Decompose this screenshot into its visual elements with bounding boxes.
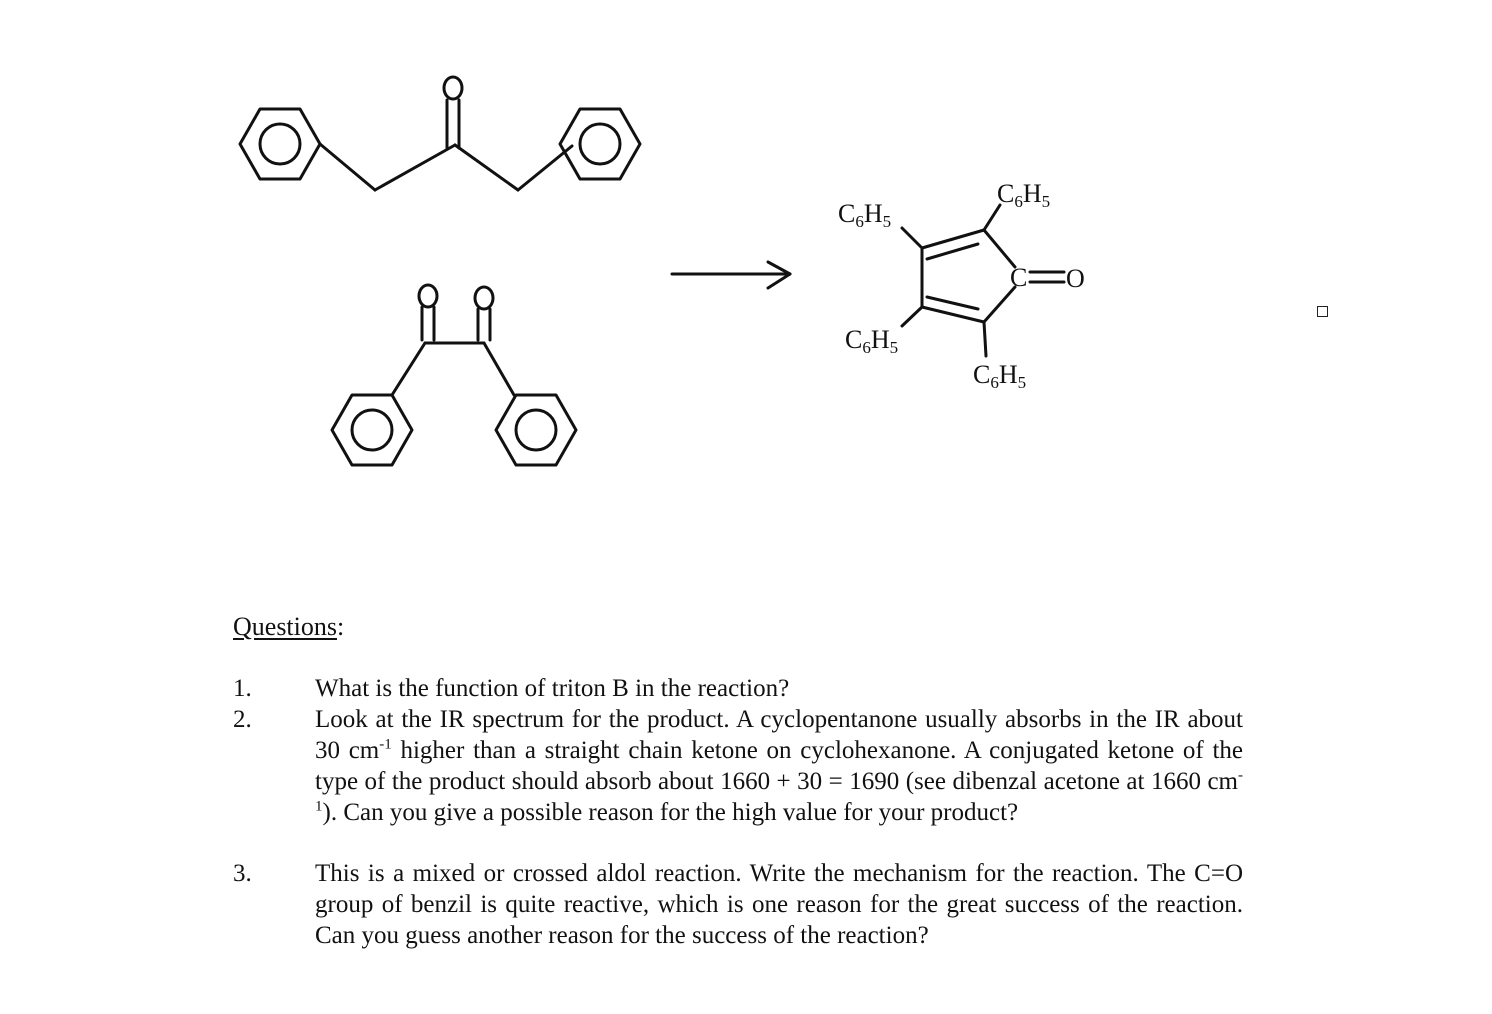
phenyl-label-top-left: C6H5 bbox=[838, 199, 892, 231]
carbonyl-carbon-label: C bbox=[1010, 263, 1028, 292]
bond bbox=[455, 145, 518, 190]
ring-bond bbox=[984, 230, 1015, 267]
bond bbox=[375, 145, 455, 190]
ring-double-bond bbox=[927, 244, 978, 259]
question-2 bbox=[233, 704, 1243, 828]
question-number: 3. bbox=[233, 860, 252, 887]
question-1 bbox=[233, 673, 1243, 704]
bond bbox=[392, 343, 425, 395]
substituent-bond bbox=[984, 322, 986, 356]
phenyl-label-bottom-left: C6H5 bbox=[845, 325, 899, 357]
dibenzyl-ketone-structure bbox=[240, 77, 640, 190]
reaction-arrow bbox=[672, 262, 790, 288]
aromatic-circle-left bbox=[260, 124, 300, 164]
aromatic-circle-right bbox=[516, 410, 556, 450]
carbonyl-oxygen-label: O bbox=[1066, 264, 1085, 293]
substituent-bond bbox=[902, 307, 922, 326]
phenyl-label-top-right: C6H5 bbox=[997, 179, 1051, 211]
question-number: 2. bbox=[233, 706, 252, 733]
ring-bond bbox=[984, 287, 1015, 322]
question-text: This is a mixed or crossed aldol reaction. Write the mechanism for the reaction. The C=O group of benzil is quite reactive, which is one reason for the great success of the reaction. Can you guess another reason for the success of the reaction? bbox=[315, 860, 1243, 949]
benzene-ring-right bbox=[496, 395, 576, 465]
oxygen-atom bbox=[419, 285, 437, 307]
ring-double-bond bbox=[927, 297, 978, 309]
benzene-ring-right bbox=[560, 109, 640, 179]
questions-heading: Questions: bbox=[233, 612, 345, 641]
bond bbox=[320, 144, 375, 190]
phenyl-label-bottom-right: C6H5 bbox=[973, 360, 1027, 392]
benzil-structure bbox=[332, 285, 576, 465]
question-text: What is the function of triton B in the reaction? bbox=[315, 675, 790, 702]
benzene-ring-left bbox=[332, 395, 412, 465]
aromatic-circle-right bbox=[580, 124, 620, 164]
bond bbox=[484, 343, 514, 395]
oxygen-atom bbox=[444, 77, 462, 99]
benzene-ring-left bbox=[240, 109, 320, 179]
question-3 bbox=[233, 858, 1243, 951]
substituent-bond bbox=[984, 205, 1000, 230]
aromatic-circle-left bbox=[352, 410, 392, 450]
question-number: 1. bbox=[233, 675, 252, 702]
question-text: Look at the IR spectrum for the product. A cyclopentanone usually absorbs in the IR about 30 $cm^{-1}$ higher than a straight chain ketone on cyclohexanone. A conjugated ketone of the type of the product should absorb about 1660 + 30 = 1690 (see dibenzal acetone at 1660 $cm^{-1}$). Can you give a possible reason for the high value for your product? bbox=[315, 706, 1243, 826]
checkbox[interactable] bbox=[1317, 306, 1328, 317]
substituent-bond bbox=[902, 228, 922, 248]
oxygen-atom bbox=[475, 287, 493, 309]
cyclopentadienone-structure bbox=[902, 205, 1064, 356]
